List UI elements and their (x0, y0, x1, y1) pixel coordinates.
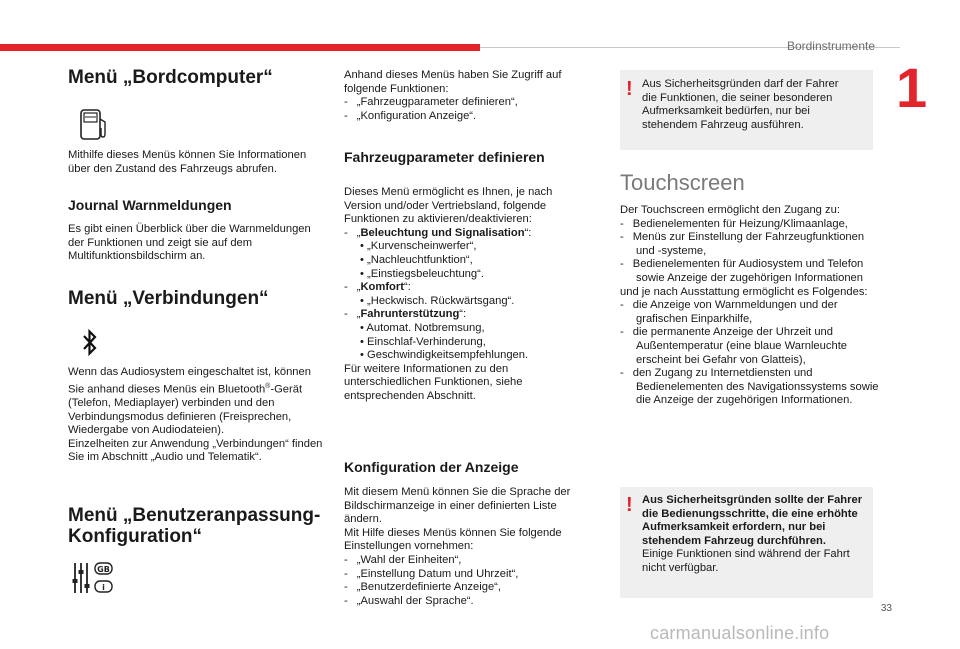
warning-2-normal: Einige Funktionen sind während der Fahrt nicht verfügbar. (642, 548, 850, 574)
touchscreen-intro: Der Touchscreen ermöglicht den Zugang zu: (620, 204, 840, 216)
warning-icon: ! (626, 494, 633, 516)
list-item: • „Kurvenscheinwerfer“, (360, 240, 477, 253)
anzeige-text-2: Mit Hilfe dieses Menüs können Sie folgende Einstellungen vornehmen: (344, 526, 562, 553)
fahrzeug-text: Dieses Menü ermöglicht es Ihnen, je nach Version und/oder Vertriebsland, folgende Funktionen zu aktivieren/deaktivieren: (344, 186, 553, 226)
warning-icon: ! (626, 78, 633, 100)
fuel-pump-display-icon (80, 109, 110, 146)
left-column (68, 67, 326, 89)
touchscreen-title: Touchscreen (620, 170, 745, 195)
fahrzeug-footer: Für weitere Informationen zu den unterschiedlichen Funktionen, siehe entsprechenden Abschnitt. (344, 362, 523, 402)
settings-sliders-gb-icon (72, 561, 114, 600)
fahrzeug-title: Fahrzeugparameter definieren (344, 149, 545, 165)
anzeige-text-1: Mit diesem Menü können Sie die Sprache der Bildschirmanzeige in einer definierten Liste ändern. (344, 486, 571, 526)
bluetooth-icon (82, 329, 98, 361)
list-item: • „Heckwisch. Rückwärtsgang“. (360, 294, 515, 307)
group-komfort: - „Komfort“: (344, 281, 411, 294)
list-item: - „Wahl der Einheiten“, (344, 553, 462, 566)
verbindungen-text-c: Einzelheiten zur Anwendung „Verbindungen“ finden Sie im Abschnitt „Audio und Telematik“. (68, 437, 323, 464)
warning-1-text: Aus Sicherheitsgründen darf der Fahrer die Funktionen, die seiner besonderen Aufmerksamkeit bedürfen, nur bei stehendem Fahrzeug ausführen. (642, 78, 839, 131)
list-item: - Menüs zur Einstellung der Fahrzeugfunktionen und -systeme, (620, 231, 865, 257)
group-beleuchtung: - „Beleuchtung und Signalisation“: (344, 226, 532, 239)
journal-text: Es gibt einen Überblick über die Warnmeldungen der Funktionen und zeigt sie auf dem Multifunktionsbildschirm an. (68, 223, 311, 263)
list-item: • „Nachleuchtfunktion“, (360, 253, 473, 266)
journal-section (68, 197, 326, 264)
bordcomputer-text: Mithilfe dieses Menüs können Sie Informationen über den Zustand des Fahrzeugs abrufen. (68, 149, 307, 175)
chapter-number: 1 (896, 56, 928, 119)
warning-box-2 (620, 487, 873, 598)
verbindungen-section (68, 288, 326, 310)
warning-2-text (642, 494, 868, 576)
list-item: - den Zugang zu Internetdiensten und Bedienelementen des Navigationssystems sowie die Anzeige der zugehörigen Informationen. (620, 367, 879, 407)
group-fahrunterstuetzung: - „Fahrunterstützung“: (344, 308, 467, 321)
benutzer-title-line1: Menü „Benutzeranpassung- (68, 505, 321, 526)
page-number: 33 (880, 603, 892, 614)
list-item: - „Auswahl der Sprache“. (344, 594, 474, 607)
header-red-bar (0, 44, 480, 51)
verbindungen-title: Menü „Verbindungen“ (68, 288, 269, 309)
middle-column (344, 69, 592, 123)
bordcomputer-title: Menü „Bordcomputer“ (68, 67, 273, 88)
touchscreen-section (620, 170, 882, 408)
intro-item: - „Konfiguration Anzeige“. (344, 109, 477, 122)
gb-label: GB (97, 565, 110, 574)
bordcomputer-body (68, 149, 326, 176)
benutzer-section (68, 505, 330, 547)
benutzer-title (68, 505, 330, 547)
list-item: - die permanente Anzeige der Uhrzeit und Außentemperatur (eine blaue Warnleuchte erscheint bei Gefahr von Glatteis), (620, 326, 848, 366)
anzeige-title: Konfiguration der Anzeige (344, 459, 519, 475)
verbindungen-text-b: -Gerät (Telefon, Mediaplayer) verbinden und den Verbindungsmodus definieren (Freisprechen, Wiedergabe von Audiodateien). (68, 383, 303, 437)
list-item: - „Einstellung Datum und Uhrzeit“, (344, 567, 519, 580)
middle-intro: Anhand dieses Menüs haben Sie Zugriff auf folgende Funktionen: (344, 69, 562, 95)
journal-title: Journal Warnmeldungen (68, 197, 232, 213)
registered-mark: ® (265, 382, 271, 390)
info-label: i (102, 583, 105, 592)
list-item: • Automat. Notbremsung, (360, 321, 485, 334)
warning-box-1 (620, 70, 873, 150)
list-item: • Geschwindigkeitsempfehlungen. (360, 349, 529, 362)
list-item: - Bedienelementen für Heizung/Klimaanlage, (620, 217, 848, 230)
fahrzeug-section (344, 149, 592, 404)
list-item: • Einschlaf-Verhinderung, (360, 335, 486, 348)
list-item: - „Benutzerdefinierte Anzeige“, (344, 581, 502, 594)
list-item: • „Einstiegsbeleuchtung“. (360, 267, 484, 280)
benutzer-title-line2: Konfiguration“ (68, 526, 203, 547)
verbindungen-text (68, 366, 330, 438)
intro-item: - „Fahrzeugparameter definieren“, (344, 96, 518, 109)
list-item: - Bedienelementen für Audiosystem und Telefon sowie Anzeige der zugehörigen Informationen (620, 258, 864, 284)
running-head: Bordinstrumente (786, 39, 875, 53)
touchscreen-middle: und je nach Ausstattung ermöglicht es Folgendes: (620, 285, 868, 298)
warning-2-bold: Aus Sicherheitsgründen sollte der Fahrer die Bedienungsschritte, die eine erhöhte Aufmerksamkeit erfordern, nur bei stehendem Fahrzeug durchführen. (642, 494, 863, 547)
watermark: carmanualsonline.info (650, 623, 830, 643)
verbindungen-text-a: Wenn das Audiosystem eingeschaltet ist, können Sie anhand dieses Menüs ein Bluetooth (68, 366, 311, 396)
list-item: - die Anzeige von Warnmeldungen und der grafischen Einparkhilfe, (620, 299, 838, 325)
verbindungen-body (68, 366, 330, 465)
anzeige-section (344, 459, 592, 608)
